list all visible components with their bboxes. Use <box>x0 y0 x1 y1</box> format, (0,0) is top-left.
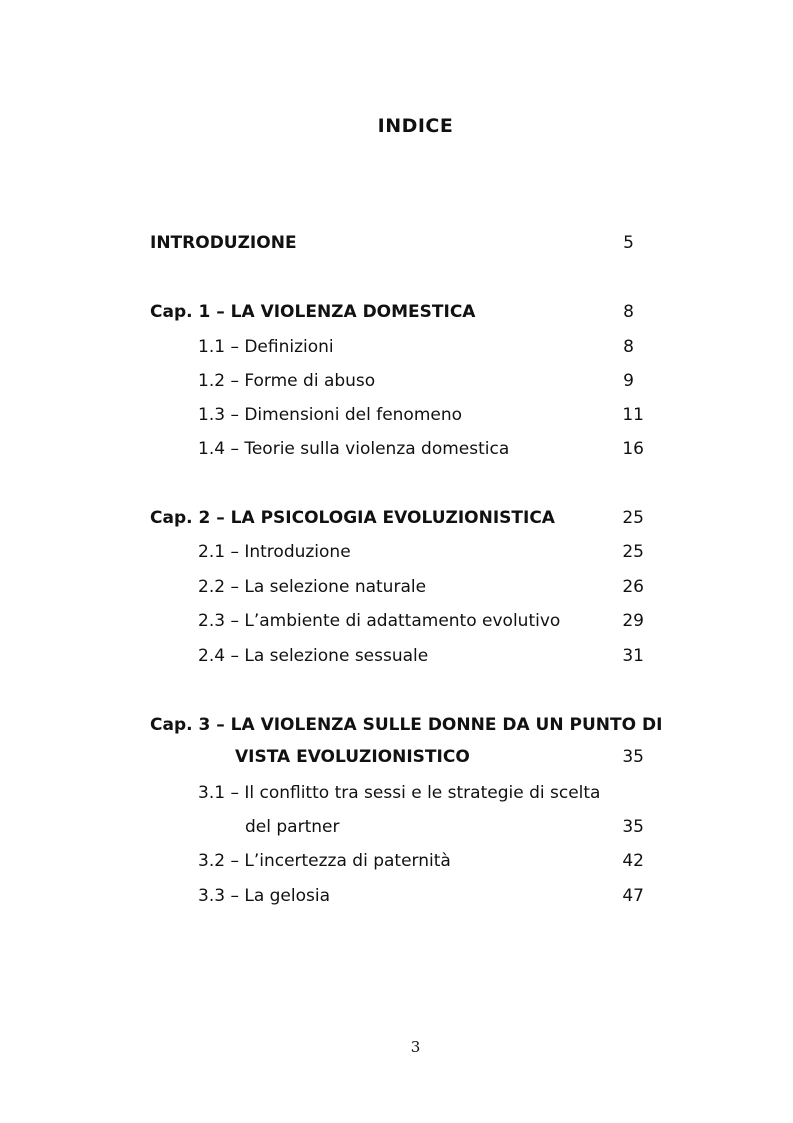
toc-section-label-line1: 3.1 – Il conflitto tra sessi e le strategie di scelta <box>198 783 601 803</box>
toc-section-page: 11 <box>622 405 644 425</box>
toc-section-page: 31 <box>622 646 644 666</box>
toc-section-page: 16 <box>622 439 644 459</box>
toc-section-page: 9 <box>623 371 634 391</box>
toc-section-label: 3.2 – L’incertezza di paternità <box>198 851 451 871</box>
toc-chapter-1-label: Cap. 1 – LA VIOLENZA DOMESTICA <box>150 302 476 322</box>
toc-section-page: 26 <box>622 577 644 597</box>
toc-section-label: 1.3 – Dimensioni del fenomeno <box>198 405 463 425</box>
toc-section-page: 29 <box>622 611 644 631</box>
toc-chapter-3-label-line2: VISTA EVOLUZIONISTICO <box>235 747 470 767</box>
toc-section-label: 2.4 – La selezione sessuale <box>198 646 429 666</box>
toc-section-label: 1.2 – Forme di abuso <box>198 371 376 391</box>
page-title: INDICE <box>377 115 454 137</box>
toc-section-label: 1.1 – Definizioni <box>198 337 334 357</box>
toc-section-label: 3.3 – La gelosia <box>198 886 331 906</box>
toc-section-page: 35 <box>622 817 644 837</box>
toc-chapter-3-page: 35 <box>622 747 644 767</box>
toc-section-page: 8 <box>623 337 634 357</box>
toc-chapter-2-label: Cap. 2 – LA PSICOLOGIA EVOLUZIONISTICA <box>150 508 555 528</box>
toc-section-label: 2.3 – L’ambiente di adattamento evolutivo <box>198 611 561 631</box>
toc-section-page: 47 <box>622 886 644 906</box>
page-number: 3 <box>410 1038 421 1056</box>
toc-section-page: 25 <box>622 542 644 562</box>
toc-section-label-line2: del partner <box>245 817 340 837</box>
toc-section-label: 2.2 – La selezione naturale <box>198 577 427 597</box>
toc-chapter-1-page: 8 <box>623 302 634 322</box>
toc-chapter-2-page: 25 <box>622 508 644 528</box>
toc-intro-label: INTRODUZIONE <box>150 233 297 253</box>
toc-section-label: 1.4 – Teorie sulla violenza domestica <box>198 439 510 459</box>
toc-chapter-3-label-line1: Cap. 3 – LA VIOLENZA SULLE DONNE DA UN PUNTO DI <box>150 715 663 735</box>
toc-section-label: 2.1 – Introduzione <box>198 542 351 562</box>
toc-intro-page: 5 <box>623 233 634 253</box>
toc-section-page: 42 <box>622 851 644 871</box>
